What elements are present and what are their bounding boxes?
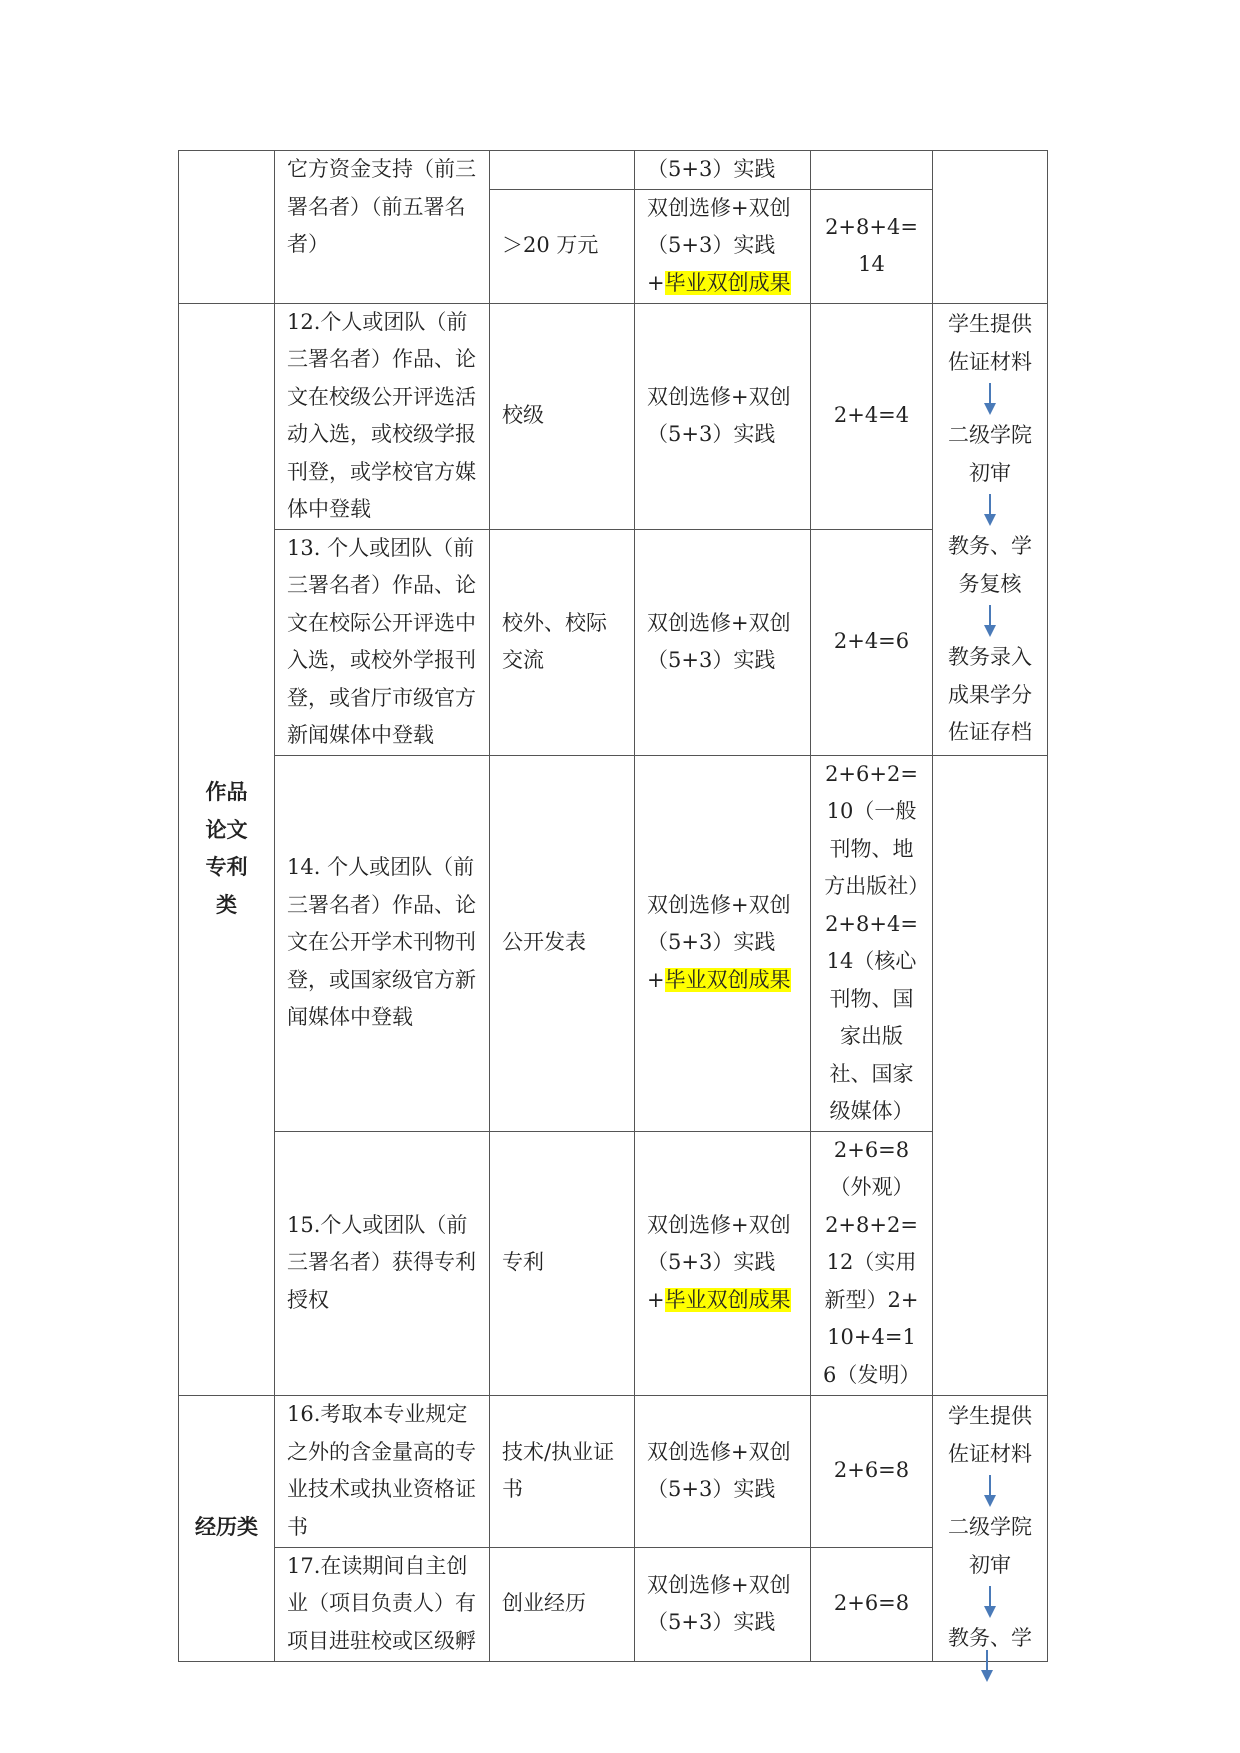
item-cell: 13. 个人或团队（前三署名者）作品、论文在校际公开评选中入选，或校外学报刊登，或省厅市级官方新闻媒体中登载: [275, 529, 490, 755]
process-step: 教务录入成果学分佐证存档: [948, 645, 1032, 745]
down-arrow-icon: [983, 381, 997, 417]
score-cell: 2+4=4: [811, 303, 933, 529]
down-arrow-icon: [983, 1473, 997, 1509]
process-step: 教务、学务复核: [948, 534, 1032, 596]
mode-cell: [635, 189, 811, 303]
mode-text: 双创选修+双创（5+3）实践+: [647, 195, 791, 295]
mode-text: 双创选修+双创（5+3）实践+: [647, 892, 791, 992]
table-row: [179, 151, 1048, 190]
down-arrow-icon: [983, 492, 997, 528]
process-cell-empty: [933, 755, 1048, 1395]
highlighted-text: 毕业双创成果: [664, 270, 791, 295]
mode-cell: 双创选修+双创（5+3）实践: [635, 303, 811, 529]
level-cell: 创业经历: [490, 1547, 635, 1661]
level-cell: ＞20 万元: [490, 189, 635, 303]
highlighted-text: 毕业双创成果: [664, 967, 791, 992]
score-cell: 2+4=6: [811, 529, 933, 755]
highlighted-text: 毕业双创成果: [664, 1287, 791, 1312]
category-cell-empty: [179, 151, 275, 304]
score-cell: [811, 151, 933, 190]
mode-text: 双创选修+双创（5+3）实践+: [647, 1212, 791, 1312]
mode-cell: [635, 1131, 811, 1395]
down-arrow-icon: [980, 1648, 994, 1684]
level-cell: [490, 151, 635, 190]
table-row: [179, 303, 1048, 529]
process-flow-cell: [933, 303, 1048, 755]
process-flow-cell: [933, 1395, 1048, 1661]
credit-table: [178, 150, 1048, 1662]
level-cell: 技术/执业证书: [490, 1395, 635, 1547]
process-step: 教务、学: [948, 1626, 1032, 1651]
item-cell: 12.个人或团队（前三署名者）作品、论文在校级公开评选活动入选，或校级学报刊登，或学校官方媒体中登载: [275, 303, 490, 529]
mode-cell: 双创选修+双创（5+3）实践: [635, 529, 811, 755]
table-row: [179, 529, 1048, 755]
item-cell: 15.个人或团队（前三署名者）获得专利授权: [275, 1131, 490, 1395]
down-arrow-icon: [983, 603, 997, 639]
category-label: 作品: [205, 780, 248, 804]
item-cell: 14. 个人或团队（前三署名者）作品、论文在公开学术刊物刊登，或国家级官方新闻媒体中登载: [275, 755, 490, 1131]
table-row: [179, 1547, 1048, 1661]
item-cell: 它方资金支持（前三署名者）（前五署名者）: [275, 151, 490, 304]
score-cell: 2+6+2=10（一般刊物、地方出版社）2+8+4=14（核心刊物、国家出版社、国家级媒体）: [811, 755, 933, 1131]
process-step: 二级学院初审: [948, 423, 1032, 485]
item-cell: 16.考取本专业规定之外的含金量高的专业技术或执业资格证书: [275, 1395, 490, 1547]
score-cell: 2+8+4=14: [811, 189, 933, 303]
down-arrow-icon: [983, 1584, 997, 1620]
table-row: [179, 755, 1048, 1131]
process-step: 二级学院初审: [948, 1515, 1032, 1577]
category-cell-experience: 经历类: [179, 1395, 275, 1661]
score-cell: 2+6=8: [811, 1395, 933, 1547]
process-step: 学生提供佐证材料: [948, 1404, 1032, 1466]
item-cell: 17.在读期间自主创业（项目负责人）有项目进驻校或区级孵: [275, 1547, 490, 1661]
process-step: 学生提供佐证材料: [948, 312, 1032, 374]
category-label: 论文: [205, 817, 248, 842]
category-cell-works: [179, 303, 275, 1395]
mode-cell: （5+3）实践: [635, 151, 811, 190]
level-cell: 公开发表: [490, 755, 635, 1131]
table-row: [179, 1131, 1048, 1395]
score-cell: 2+6=8（外观）2+8+2=12（实用新型）2+10+4=16（发明）: [811, 1131, 933, 1395]
process-cell-empty: [933, 151, 1048, 304]
mode-cell: 双创选修+双创（5+3）实践: [635, 1547, 811, 1661]
mode-cell: 双创选修+双创（5+3）实践: [635, 1395, 811, 1547]
level-cell: 校外、校际交流: [490, 529, 635, 755]
table-row: [179, 1395, 1048, 1547]
level-cell: 校级: [490, 303, 635, 529]
category-label: 专利: [205, 855, 248, 879]
level-cell: 专利: [490, 1131, 635, 1395]
mode-cell: [635, 755, 811, 1131]
category-label: 类: [216, 892, 237, 917]
score-cell: 2+6=8: [811, 1547, 933, 1661]
